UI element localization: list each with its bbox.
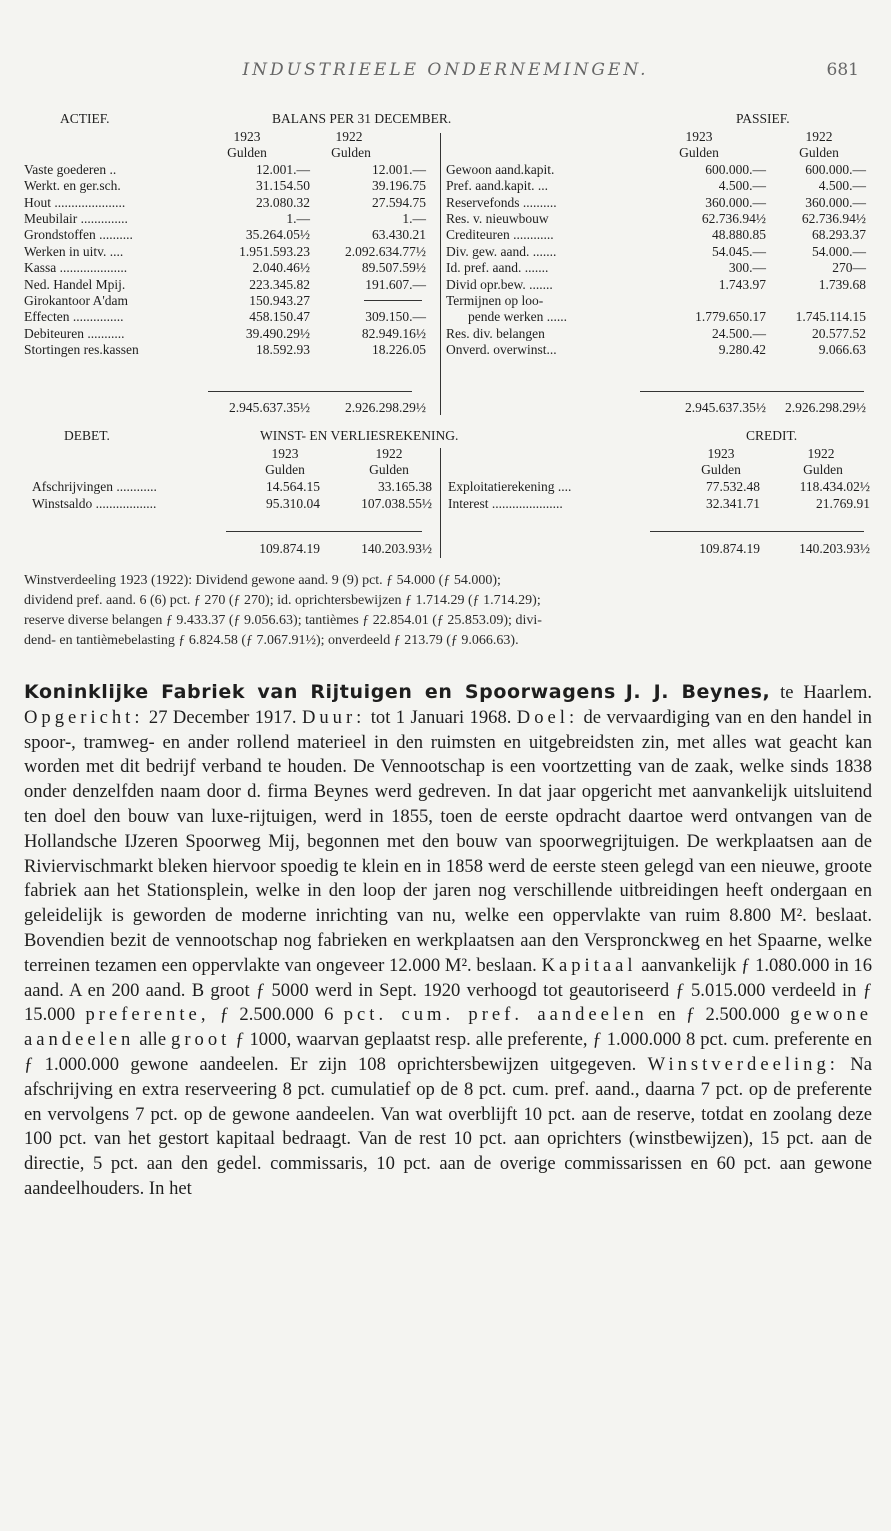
balance-title: BALANS PER 31 DECEMBER. <box>272 111 452 126</box>
liability-value-1922: 54.000.— <box>812 243 866 259</box>
asset-label: Girokantoor A'dam <box>24 292 129 308</box>
balance-row <box>24 342 872 358</box>
running-head <box>0 60 891 84</box>
asset-label: Vaste goederen .. <box>24 161 117 177</box>
balance-row <box>24 244 872 260</box>
liability-value-1922: 20.577.52 <box>812 325 866 341</box>
passief-label: PASSIEF. <box>736 111 790 126</box>
debit-value-1922: 33.165.38 <box>378 478 432 494</box>
balance-row <box>24 309 872 325</box>
balance-row <box>24 162 872 178</box>
pct-cum-pref-label: pct. cum. pref. aandeelen <box>343 1004 648 1026</box>
debit-label: Winstsaldo .................. <box>32 495 157 511</box>
currency-label: Gulden <box>227 145 267 161</box>
asset-value-1923: 1.— <box>286 210 310 226</box>
debit-value-1923: 14.564.15 <box>266 478 320 494</box>
balance-year-row <box>24 129 872 145</box>
asset-label: Werkt. en ger.sch. <box>24 178 121 194</box>
company-article <box>24 680 872 1202</box>
balance-row <box>24 178 872 194</box>
blank-entry-rule <box>364 300 422 301</box>
asset-value-1922: 191.607.— <box>365 276 426 292</box>
year-1923: 1923 <box>271 446 299 461</box>
asset-total-1923: 2.945.637.35½ <box>229 400 310 415</box>
year-1922: 1922 <box>335 129 363 144</box>
pl-title: WINST- EN VERLIESREKENING. <box>260 428 459 443</box>
credit-total-1923: 109.874.19 <box>699 541 760 556</box>
profit-distribution-note <box>24 571 872 651</box>
liability-value-1922: 4.500.— <box>818 178 866 194</box>
capital-label: Kapitaal <box>541 954 637 976</box>
balance-totals <box>24 400 872 416</box>
liability-label: Div. gew. aand. ....... <box>446 243 557 259</box>
debit-total-1923: 109.874.19 <box>259 541 320 556</box>
capital-text: en ƒ 2.500.000 <box>647 1004 791 1026</box>
capital-text: ƒ 1000, waarvan geplaatst resp. alle preferente, ƒ 1.000.000 8 pct. cum. preferente en ƒ 1.000.000 gewone aandeelen. Er zijn 108 oprichtersbewijzen uitgegeven. <box>24 1029 872 1075</box>
distribution-text: Na afschrijving en extra reserveering 8 pct. cumulatief op de 8 pct. cum. pref. aand., daarna 7 pct. op de preferente en vervolgens 7 pct. op de gewone aandeelen. Van wat overblijft 10 pct. aan de reserve, totdat en zoolang deze 100 pct. van het gestort kapitaal bedraagt. Van de rest 10 pct. aan oprichters (winstbewijzen), 15 pct. aan de directie, 5 pct. aan den gedel. commissaris, 10 pct. aan de overige commissarissen en 60 pct. aan gewone aandeelhouders. In het <box>24 1053 872 1199</box>
liability-label: Divid opr.bew. ....... <box>446 276 553 292</box>
liability-value-1922: 1.739.68 <box>818 276 866 292</box>
asset-value-1922: 27.594.75 <box>372 194 426 210</box>
debit-value-1922: 107.038.55½ <box>361 495 432 511</box>
note-line: dividend pref. aand. 6 (6) pct. ƒ 270 (ƒ 270); id. oprichtersbewijzen ƒ 1.714.29 (ƒ 1.714.29); <box>24 593 541 608</box>
asset-value-1923: 39.490.29½ <box>245 325 310 341</box>
actief-label: ACTIEF. <box>60 111 110 126</box>
asset-value-1922: 18.226.05 <box>372 342 426 358</box>
liability-label: pende werken ...... <box>468 309 567 325</box>
pl-title-row <box>24 428 872 446</box>
liability-value-1923: 24.500.— <box>712 325 766 341</box>
liability-total-1923: 2.945.637.35½ <box>685 400 766 415</box>
credit-value-1922: 118.434.02½ <box>799 478 870 494</box>
asset-value-1922: 63.430.21 <box>372 227 426 243</box>
liability-value-1922: 600.000.— <box>805 161 866 177</box>
pl-totals <box>24 541 872 557</box>
pl-year-row <box>24 446 872 462</box>
liability-label: Pref. aand.kapit. ... <box>446 178 548 194</box>
liability-label: Reservefonds .......... <box>446 194 557 210</box>
liability-total-1922: 2.926.298.29½ <box>785 400 866 415</box>
liability-label: Res. v. nieuwbouw <box>446 210 549 226</box>
purpose-label: Doel: <box>516 706 579 728</box>
liability-value-1923: 9.280.42 <box>718 342 766 358</box>
credit-value-1922: 21.769.91 <box>816 495 870 511</box>
balance-currency-row <box>24 145 872 161</box>
asset-label: Effecten ............... <box>24 309 124 325</box>
liability-label: Res. div. belangen <box>446 325 545 341</box>
asset-value-1922: 1.— <box>402 210 426 226</box>
company-seat: te Haarlem. <box>770 682 873 703</box>
asset-label: Werken in uitv. .... <box>24 243 124 259</box>
duration-value: tot 1 Januari 1968. <box>370 706 517 728</box>
liability-label: Onverd. overwinst... <box>446 342 557 358</box>
debet-label: DEBET. <box>64 428 110 443</box>
asset-value-1923: 31.154.50 <box>256 178 310 194</box>
liability-label: Crediteuren ............ <box>446 227 554 243</box>
asset-label: Ned. Handel Mpij. <box>24 276 126 292</box>
credit-label: Exploitatierekening .... <box>448 478 572 494</box>
established-value: 27 December 1917. <box>143 706 302 728</box>
liability-value-1923: 48.880.85 <box>712 227 766 243</box>
asset-total-rule <box>208 391 412 392</box>
year-1922: 1922 <box>375 446 403 461</box>
asset-value-1923: 12.001.— <box>256 161 310 177</box>
note-line: dend- en tantièmebelasting ƒ 6.824.58 (ƒ 7.067.91½); onverdeeld ƒ 213.79 (ƒ 9.066.63). <box>24 633 519 648</box>
balance-rows <box>24 162 872 359</box>
balance-sheet <box>24 111 872 358</box>
balance-row <box>24 326 872 342</box>
currency-label: Gulden <box>799 145 839 161</box>
asset-value-1922: 82.949.16½ <box>361 325 426 341</box>
preferente-label: preferente, <box>85 1004 210 1026</box>
liability-value-1923: 360.000.— <box>705 194 766 210</box>
capital-text: ƒ 2.500.000 6 <box>209 1004 344 1026</box>
pl-currency-row <box>24 462 872 478</box>
liability-label: Id. pref. aand. ....... <box>446 260 549 276</box>
year-1922: 1922 <box>805 129 833 144</box>
liability-value-1923: 54.045.— <box>712 243 766 259</box>
liability-value-1922: 1.745.114.15 <box>795 309 866 325</box>
credit-label: Interest ..................... <box>448 495 563 511</box>
asset-value-1922: 2.092.634.77½ <box>345 243 426 259</box>
note-line: Winstverdeeling 1923 (1922): Dividend gewone aand. 9 (9) pct. ƒ 54.000 (ƒ 54.000); <box>24 573 501 588</box>
asset-label: Debiteuren ........... <box>24 325 125 341</box>
pl-row <box>24 479 872 496</box>
groot-label: groot <box>171 1029 231 1051</box>
debit-label: Afschrijvingen ............ <box>32 478 157 494</box>
liability-value-1922: 9.066.63 <box>818 342 866 358</box>
debit-total-1922: 140.203.93½ <box>361 541 432 556</box>
credit-value-1923: 32.341.71 <box>706 495 760 511</box>
asset-value-1923: 35.264.05½ <box>245 227 310 243</box>
liability-label: Termijnen op loo- <box>446 292 544 308</box>
balance-row <box>24 293 872 309</box>
company-name: Koninklijke Fabriek van Rijtuigen en Spoorwagens <box>24 681 616 703</box>
asset-value-1922: 89.507.59½ <box>361 260 426 276</box>
asset-value-1923: 23.080.32 <box>256 194 310 210</box>
asset-value-1923: 2.040.46½ <box>252 260 310 276</box>
asset-value-1922: 309.150.— <box>365 309 426 325</box>
running-title: INDUSTRIEELE ONDERNEMINGEN. <box>242 60 649 80</box>
currency-label: Gulden <box>331 145 371 161</box>
liability-label: Gewoon aand.kapit. <box>446 161 555 177</box>
balance-row <box>24 260 872 276</box>
currency-label: Gulden <box>679 145 719 161</box>
balance-row <box>24 195 872 211</box>
balance-title-row <box>24 111 872 129</box>
asset-value-1923: 458.150.47 <box>249 309 310 325</box>
asset-label: Kassa .................... <box>24 260 128 276</box>
balance-row <box>24 227 872 243</box>
liability-value-1923: 1.743.97 <box>718 276 766 292</box>
asset-value-1922: 12.001.— <box>372 161 426 177</box>
currency-label: Gulden <box>265 462 305 478</box>
profit-loss-account <box>24 428 872 513</box>
pl-divider <box>440 448 441 558</box>
balance-divider <box>440 133 441 415</box>
year-1923: 1923 <box>685 129 713 144</box>
liability-value-1923: 300.— <box>728 260 766 276</box>
note-line: reserve diverse belangen ƒ 9.433.37 (ƒ 9.056.63); tantièmes ƒ 22.854.01 (ƒ 25.853.09); divi- <box>24 613 542 628</box>
asset-label: Grondstoffen .......... <box>24 227 133 243</box>
liability-value-1923: 1.779.650.17 <box>695 309 766 325</box>
balance-row <box>24 277 872 293</box>
year-1923: 1923 <box>707 446 735 461</box>
pl-rows <box>24 479 872 513</box>
asset-value-1923: 223.345.82 <box>249 276 310 292</box>
liability-value-1923: 62.736.94½ <box>701 210 766 226</box>
asset-value-1923: 18.592.93 <box>256 342 310 358</box>
debit-value-1923: 95.310.04 <box>266 495 320 511</box>
liability-value-1922: 68.293.37 <box>812 227 866 243</box>
currency-label: Gulden <box>369 462 409 478</box>
article-paragraph <box>24 680 872 1202</box>
currency-label: Gulden <box>803 462 843 478</box>
liability-total-rule <box>640 391 864 392</box>
asset-value-1923: 150.943.27 <box>249 292 310 308</box>
page-number: 681 <box>826 60 859 80</box>
asset-label: Meubilair .............. <box>24 210 128 226</box>
liability-value-1922: 62.736.94½ <box>801 210 866 226</box>
credit-total-rule <box>650 531 864 532</box>
distribution-label: Winstverdeeling: <box>647 1053 839 1075</box>
asset-label: Stortingen res.kassen <box>24 342 139 358</box>
credit-total-1922: 140.203.93½ <box>799 541 870 556</box>
credit-value-1923: 77.532.48 <box>706 478 760 494</box>
liability-value-1922: 360.000.— <box>805 194 866 210</box>
company-name-line2: J. J. Beynes, <box>625 681 771 703</box>
pl-total-row <box>24 541 872 557</box>
duration-label: Duur: <box>301 706 366 728</box>
capital-text: alle <box>134 1029 172 1051</box>
balance-row <box>24 211 872 227</box>
gewone-aandeelen-label: gewone aandeelen <box>24 1004 873 1051</box>
year-1923: 1923 <box>233 129 261 144</box>
asset-total-1922: 2.926.298.29½ <box>345 400 426 415</box>
purpose-text: de vervaardiging van en den handel in spoor-, tramweg- en ander rollend materieel in den ruimsten en uitgebreidsten zin, met alles wat geacht kan worden met dit bedrijf verband te houden. De Vennootschap is een voortzetting van de zaak, welke sinds 1838 onder denzelfden naam door d. firma Beynes werd gedreven. In dat jaar opgericht met aanvankelijk uitsluitend ten doel den bouw van luxe-rijtuigen, werd in 1855, toen de eerste opdracht daartoe werd ontvangen van de Hollandsche IJzeren Spoorweg Mij, begonnen met den bouw van spoorwegrijtuigen. De werkplaatsen aan de Riviervischmarkt bleken hiervoor spoedig te klein en in 1858 werd de eerste steen gelegd van een nieuwe, groote fabriek aan het Stationsplein, welke in den loop der jaren nog verschillende uitbreidingen heeft ondergaan en geleidelijk is geworden de moderne inrichting van nu, welke een oppervlakte van ruim 8.800 M². beslaat. Bovendien bezit de vennootschap nog fabrieken en werkplaatsen aan den Verspronckweg en het Spaarne, welke terreinen tezamen een oppervlakte van ongeveer 12.000 M². beslaan. <box>24 706 872 976</box>
asset-value-1922: 39.196.75 <box>372 178 426 194</box>
asset-label: Hout ..................... <box>24 194 126 210</box>
credit-label: CREDIT. <box>746 428 798 443</box>
liability-value-1923: 4.500.— <box>718 178 766 194</box>
asset-value-1923: 1.951.593.23 <box>239 243 310 259</box>
pl-row <box>24 496 872 513</box>
balance-total-row <box>24 400 872 416</box>
liability-value-1923: 600.000.— <box>705 161 766 177</box>
currency-label: Gulden <box>701 462 741 478</box>
capital-text: aanvankelijk ƒ 1.080.000 in 16 aand. A en 200 aand. B groot ƒ 5000 werd in Sept. 1920 verhoogd tot geautoriseerd ƒ 5.015.000 verdeeld in ƒ 15.000 <box>24 954 872 1026</box>
year-1922: 1922 <box>807 446 835 461</box>
liability-value-1922: 270— <box>832 260 866 276</box>
debit-total-rule <box>226 531 422 532</box>
established-label: Opgericht: <box>24 706 144 728</box>
